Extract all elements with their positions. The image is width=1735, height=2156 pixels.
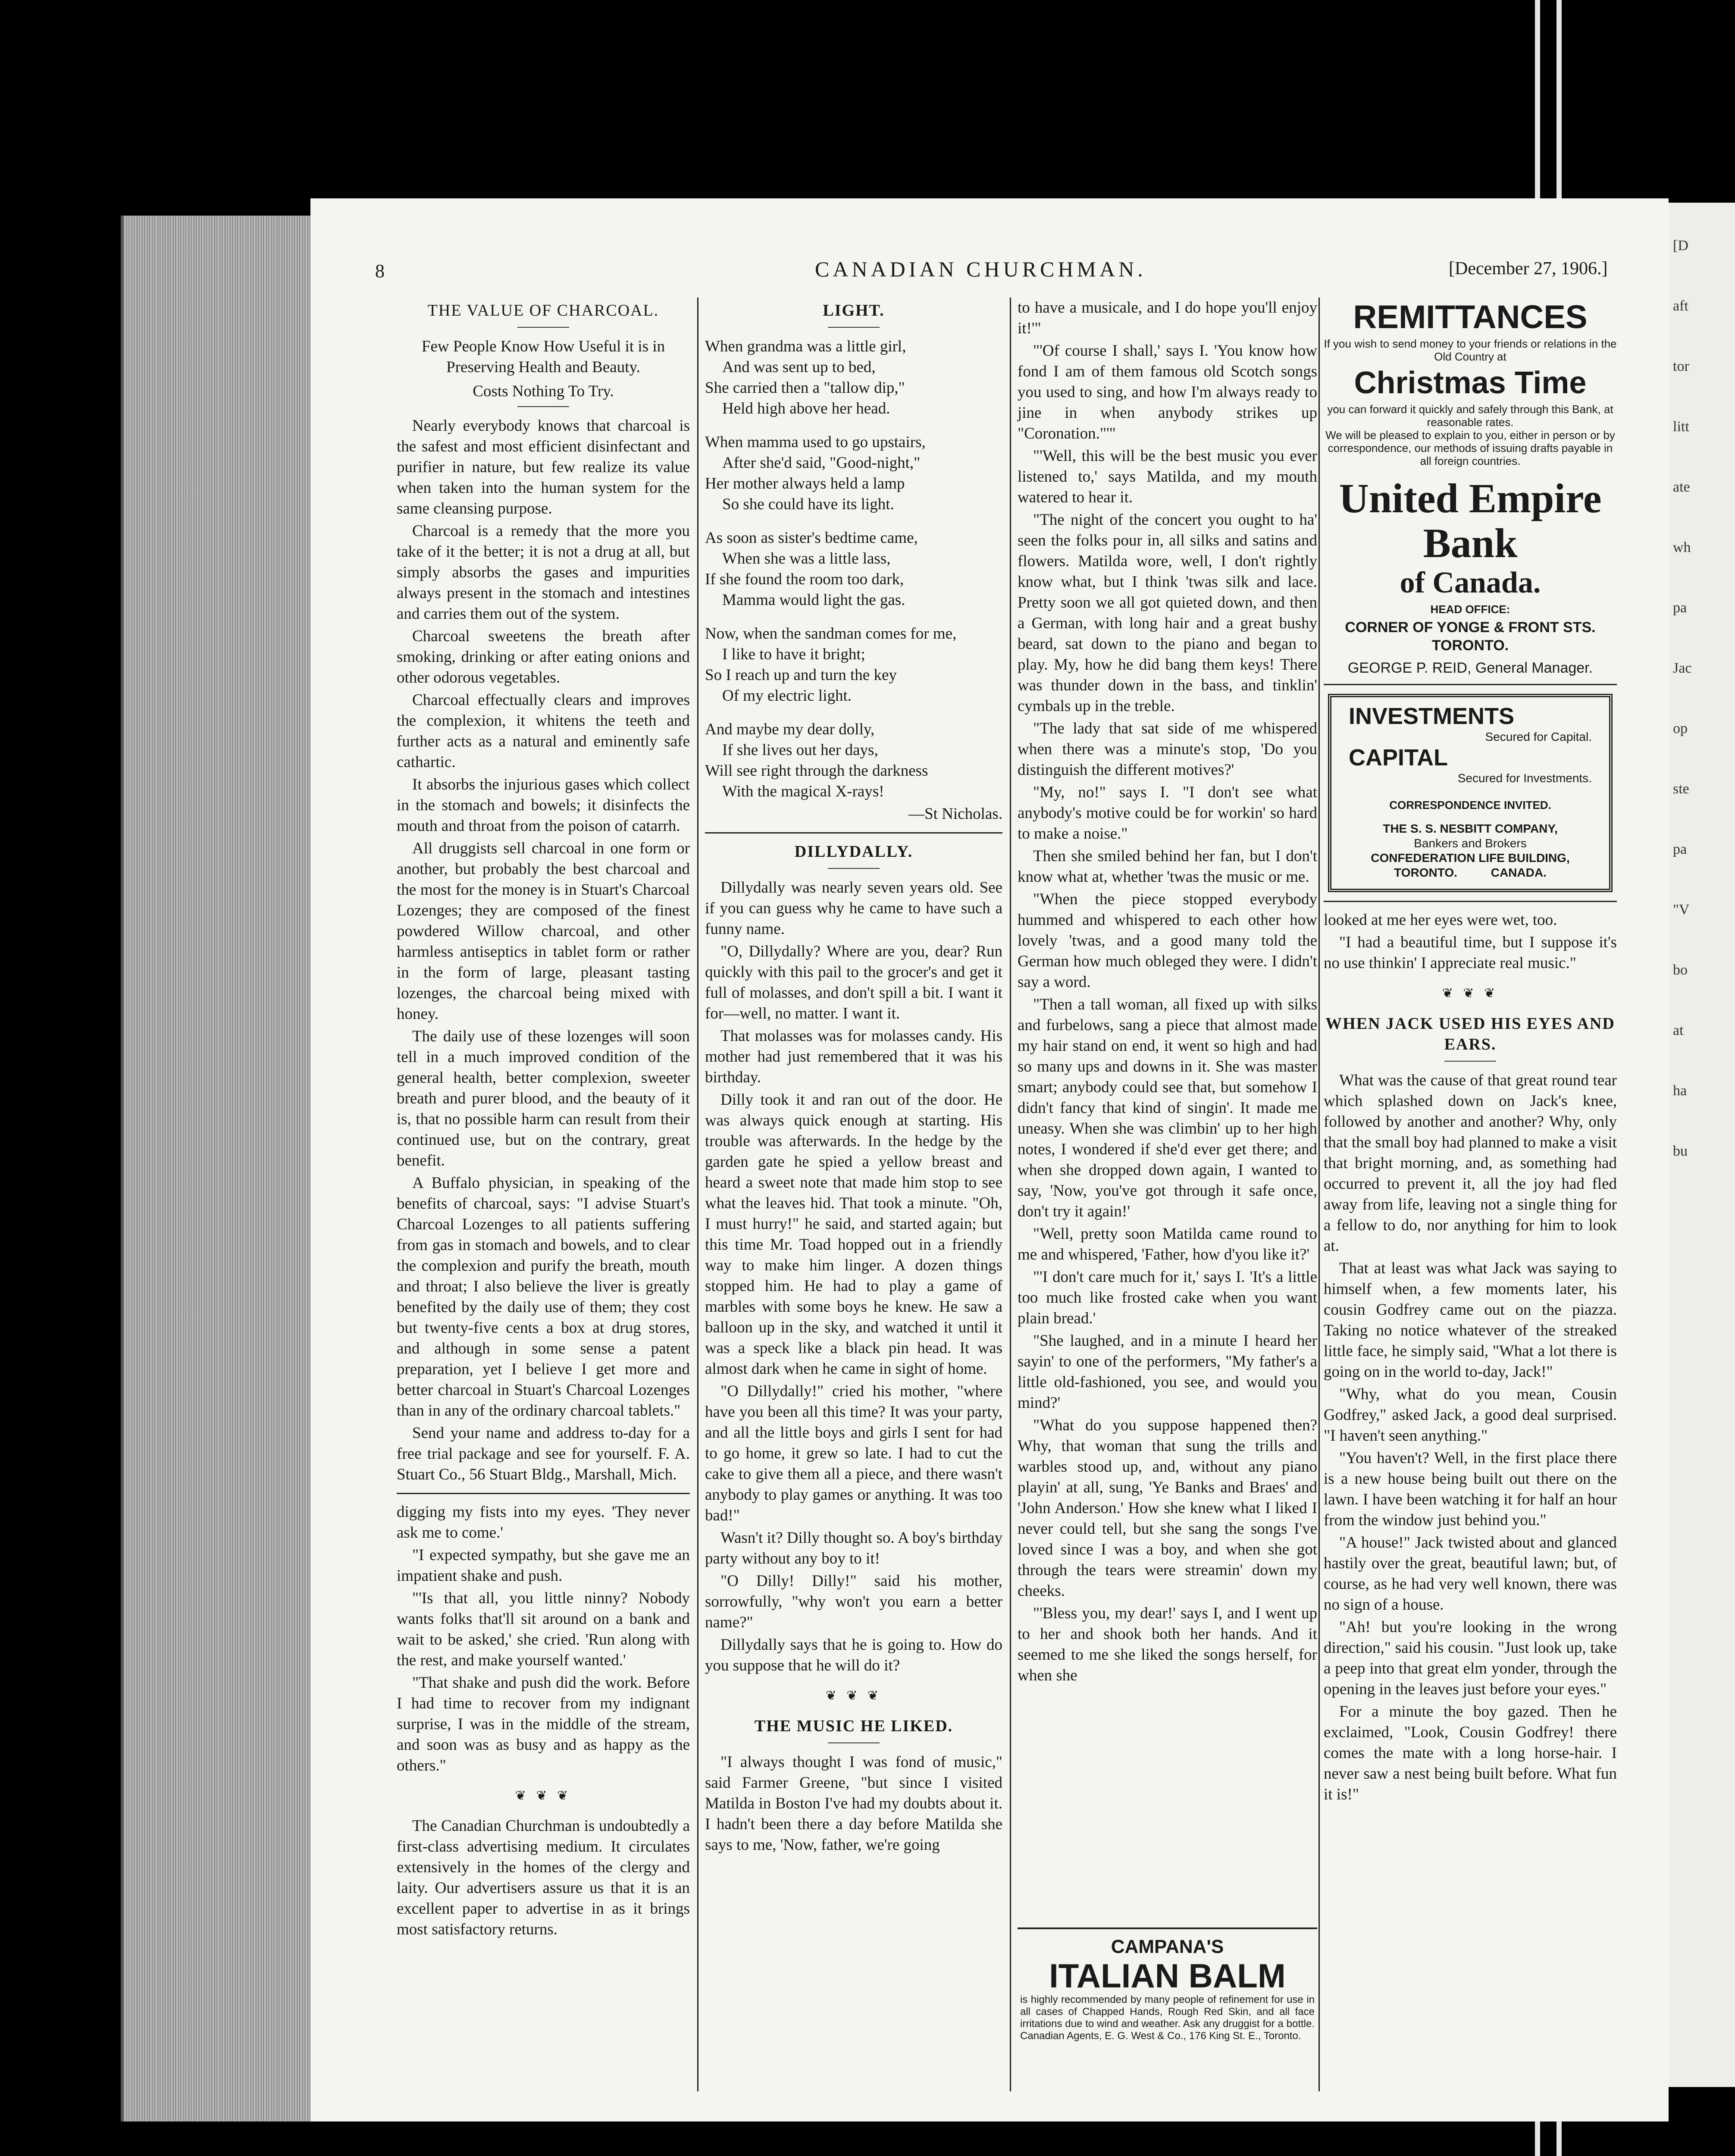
paragraph: What was the cause of that great round tear which splashed down on Jack's knee, followed by another and another? Why, only that the small boy had planned to make a visit that bright morning, and, as something had occurred to prevent it, all the joy had fled away from life, leaving not a single thing for a fellow to do, nor anything for him to look at. [1324,1072,1617,1255]
poem-line: Of my electric light. [722,687,852,705]
edge-fragment: wh [1673,539,1691,555]
poem-credit: —St Nicholas. [908,805,1002,823]
poem-line: When she was a little lass, [722,550,891,567]
paragraph: Dillydally says that he is going to. How do you suppose that he will do it? [705,1636,1002,1674]
column-rule [1318,298,1320,2091]
ad-text: Secured for Investments. [1457,771,1592,785]
paragraph: The daily use of these lozenges will soon tell in a much improved condition of the general health, better complexion, sweeter breath and purer blood, and the beauty of it is, that no possible harm can result from their continued use, but on the contrary, great benefit. [397,1028,690,1169]
united-empire-bank-ad [1324,298,1617,685]
paragraph: "What do you suppose happened then? Why, that woman that sung the trills and warbles stood up, and, without any piano playin' at all, sung, 'Ye Banks and Braes' and 'John Anderson.' How she knew what I liked I never could tell, but she sang the songs I've loved since I was a boy, and when she got through the tears were streamin' down my cheeks. [1018,1416,1317,1600]
ad-brand: CAMPANA'S [1111,1936,1224,1957]
story-title: THE MUSIC HE LIKED. [754,1717,953,1735]
poem [705,336,1002,824]
edge-fragment: at [1673,1022,1684,1038]
article-tagline: Costs Nothing To Try. [473,382,614,400]
edge-fragment: litt [1673,419,1689,435]
ad-text: you can forward it quickly and safely through this Bank, at reasonable rates. [1327,403,1613,429]
stanza [705,336,1002,419]
stanza [705,624,1002,706]
paragraph: "O, Dillydally? Where are you, dear? Run quickly with this pail to the grocer's and get it full of molasses, and don't spill a bit. I want it for—well, no matter. I want it. [705,943,1002,1022]
story-title: WHEN JACK USED HIS EYES AND EARS. [1325,1015,1615,1053]
paragraph: That molasses was for molasses candy. His mother had just remembered that it was his birthday. [705,1027,1002,1086]
divider [1324,901,1617,902]
paragraph: Send your name and address to-day for a free trial package and see for yourself. F. A. Stuart Co., 56 Stuart Bldg., Marshall, Mich. [397,1424,690,1483]
paragraph: Charcoal effectually clears and improves the complexion, it whitens the teeth and further acts as a natural and eminently safe cathartic. [397,691,690,771]
poem-line: And was sent up to bed, [722,358,876,376]
article-title: THE VALUE OF CHARCOAL. [427,301,659,320]
divider [705,832,1002,834]
divider [517,327,569,328]
ad-text: CONFEDERATION LIFE BUILDING, [1371,851,1570,865]
ad-address: CORNER OF YONGE & FRONT STS. TORONTO. [1345,619,1596,654]
paragraph: looked at me her eyes were wet, too. [1324,911,1557,929]
ad-manager: GEORGE P. REID, General Manager. [1347,660,1593,676]
edge-fragment: ha [1673,1083,1687,1099]
ad-text: Secured for Capital. [1485,730,1592,743]
paragraph: Charcoal is a remedy that the more you take of it the better; it is not a drug at all, but simply absorbs the gases and impurities always present in the stomach and intestines and carries them out of the system. [397,522,690,623]
issue-date: [December 27, 1906.] [1449,259,1608,279]
newspaper-page [310,198,1669,2122]
paragraph: "'Is that all, you little ninny? Nobody wants folks that'll sit around on a bank and wait to be asked,' she cried. 'Run along with the rest, and make yourself wanted.' [397,1589,690,1669]
poem-line: As soon as sister's bedtime came, [705,529,918,547]
ad-text: CORRESPONDENCE INVITED. [1389,799,1551,812]
ad-text: Bankers and Brokers [1414,837,1527,850]
paragraph: "O Dillydally!" cried his mother, "where have you been all this time? It was your party, and all the little boys and girls I sent for had to go home, it grew so late. I had to cut the cake to give them all a piece, and there wasn't anybody to play games or anything. It was too bad!" [705,1382,1002,1524]
column-4 [1324,298,1617,1807]
book-binding [121,216,313,2122]
paragraph: All druggists sell charcoal in one form or another, but probably the best charcoal and the most for the money is in Stuart's Charcoal Lozenges; they are composed of the finest powdered Willow charcoal, and other harmless antiseptics in tablet form or rather in the form of large, pleasant tasting lozenges, the charcoal being mixed with honey. [397,840,690,1023]
column-rule [697,298,698,2091]
ad-text: HEAD OFFICE: [1430,603,1510,616]
poem-line: And maybe my dear dolly, [705,721,875,738]
bank-name: of Canada. [1400,566,1541,599]
divider [397,1493,690,1494]
stanza [705,528,1002,611]
paragraph: "'Bless you, my dear!' says I, and I went up to her and shook both her hands. And it seemed to me she liked the songs herself, for when she [1018,1604,1317,1684]
paragraph: to have a musicale, and I do hope you'll enjoy it!'" [1018,299,1317,337]
paragraph: "I always thought I was fond of music," said Farmer Greene, "but since I visited Matilda in Boston I've had my doubts about it. I hadn't been there a day before Matilda she says to me, 'Now, father, we're going [705,1753,1002,1854]
ad-body: is highly recommended by many people of refinement for use in all cases of Chapped Hands, Rough Red Skin, and all face irritations due to wind and weather. Ask any druggist for a bottle. Canadian Agents, E. G. West & Co., 176 King St. E., Toronto. [1020,1994,1315,2042]
paragraph: "You haven't? Well, in the first place there is a new house being built out there on the lawn. I have been watching it for half an hour from the window just behind you." [1324,1449,1617,1529]
paragraph: "Why, what do you mean, Cousin Godfrey," asked Jack, a good deal surprised. "I haven't seen anything." [1324,1385,1617,1445]
paragraph: "Then a tall woman, all fixed up with silks and furbelows, sang a piece that almost made my hair stand on end, it went so high and had so many ups and downs in it. She was master smart; anybody could see that, but somehow I didn't fancy that kind of singin'. It made me uneasy. When she was climbin' up to her high notes, I wondered if she'd ever get there; and when she dropped down again, I wanted to say, 'Now, you've got through it safe once, don't try it again!' [1018,996,1317,1220]
column-2 [705,298,1002,1857]
divider [828,327,880,328]
poem-line: I like to have it bright; [722,646,865,663]
edge-fragment: pa [1673,841,1687,857]
facing-page-edge [1664,203,1735,2087]
poem-line: When grandma was a little girl, [705,338,906,355]
edge-fragment: tor [1673,358,1689,374]
bank-name: United Empire [1339,475,1602,521]
ad-product: ITALIAN BALM [1049,1957,1286,1995]
ad-text: If you wish to send money to your friends or relations in the Old Country at [1324,337,1617,363]
divider [828,868,880,869]
poem-line: So she could have its light. [722,495,894,513]
campana-balm-ad [1018,1927,1317,2042]
edge-fragment: op [1673,721,1688,736]
ad-headline: REMITTANCES [1353,299,1588,335]
edge-fragment: [D [1673,238,1688,254]
paragraph: "She laughed, and in a minute I heard her sayin' to one of the performers, "My father's a little old-fashioned, you see, and would you mind?' [1018,1332,1317,1412]
page-number: 8 [375,260,385,282]
paragraph: "'Of course I shall,' says I. 'You know how fond I am of them famous old Scotch songs you used to sing, and how I'm always ready to jine in when anybody strikes up "Coronation."'" [1018,342,1317,442]
page-header [310,257,1669,291]
poem-line: Mamma would light the gas. [722,591,905,609]
divider [1444,1061,1496,1062]
edge-fragment: ate [1673,479,1690,495]
ornament: ❦ ❦ ❦ [825,1689,882,1703]
poem-line: So I reach up and turn the key [705,666,897,684]
story-title: DILLYDALLY. [794,843,913,861]
ad-company: THE S. S. NESBITT COMPANY, [1383,822,1558,835]
column-3 [1018,298,1317,1688]
poem-line: When mamma used to go upstairs, [705,433,926,451]
poem-line: If she found the room too dark, [705,570,904,588]
poem-line: With the magical X-rays! [722,783,884,800]
paragraph: "The night of the concert you ought to ha' seen the folks pour in, all silks and satins and flowers. Matilda wore, well, I don't rightly know what, but I think 'twas silk and lace. Pretty soon we all got quieted down, and then a German, with long hair and a great bushy beard, sat down to the piano and began to play. My, how he did bang them keys! There was thunder down in the bass, and tinklin' cymbals up in the treble. [1018,511,1317,715]
paragraph: "A house!" Jack twisted about and glanced hastily over the great, beautiful lawn; but, of course, as he had very well known, there was no sign of a house. [1324,1534,1617,1614]
poem-title: LIGHT. [823,301,885,320]
stanza [705,719,1002,802]
stanza [705,432,1002,515]
divider [517,406,569,407]
paragraph: Nearly everybody knows that charcoal is the safest and most efficient disinfectant and purifier in nature, but few realize its value when taken into the human system for the same cleansing purpose. [397,417,690,517]
ad-text: We will be pleased to explain to you, either in person or by correspondence, our methods of issuing drafts payable in all foreign countries. [1325,429,1615,467]
article-subtitle: Few People Know How Useful it is in Preserving Health and Beauty. [421,338,665,376]
paragraph: A Buffalo physician, in speaking of the benefits of charcoal, says: "I advise Stuart's Charcoal Lozenges to all patients suffering from gas in stomach and bowels, and to clear the complexion and purify the breath, mouth and throat; I also believe the liver is greatly benefited by the daily use of them; they cost but twenty-five cents a box at drug stores, and although in some sense a patent preparation, yet I believe I get more and better charcoal in Stuart's Charcoal Lozenges than in any of the ordinary charcoal tablets." [397,1174,690,1420]
poem-line: If she lives out her days, [722,741,878,759]
poem-line: Her mother always held a lamp [705,475,905,492]
paragraph: "'Well, this will be the best music you ever listened to,' says Matilda, and my mouth watered to hear it. [1018,447,1317,506]
ad-headline: Christmas Time [1354,366,1587,400]
paragraph: "I expected sympathy, but she gave me an impatient shake and push. [397,1546,690,1585]
paragraph: For a minute the boy gazed. Then he exclaimed, "Look, Cousin Godfrey! there comes the mate with a long horse-hair. I never saw a nest being built before. What fun it is!" [1324,1703,1617,1803]
edge-fragment: bo [1673,962,1688,978]
edge-fragment: "V [1673,902,1690,918]
paragraph: "Ah! but you're looking in the wrong direction," said his cousin. "Just look up, take a peep into that great elm yonder, through the opening in the leaves just before your eyes." [1324,1618,1617,1698]
paragraph: "I had a beautiful time, but I suppose it's no use thinkin' I appreciate real music." [1324,934,1617,972]
edge-fragment: bu [1673,1143,1688,1159]
paragraph: "My, no!" says I. "I don't see what anybody's motive could be for workin' so hard to make a noise." [1018,783,1317,843]
paragraph: Then she smiled behind her fan, but I don't know what at, whether 'twas the music or me. [1018,847,1317,886]
paragraph: digging my fists into my eyes. 'They never ask me to come.' [397,1503,690,1542]
masthead: CANADIAN CHURCHMAN. [815,257,1146,281]
ad-headline: INVESTMENTS [1349,703,1515,729]
poem-line: Will see right through the darkness [705,762,928,780]
edge-fragment: ste [1673,781,1689,797]
paragraph: It absorbs the injurious gases which collect in the stomach and bowels; it disinfects the mouth and throat from the poison of catarrh. [397,776,690,835]
divider [828,1742,880,1743]
column-1 [397,298,690,1942]
paragraph: "That shake and push did the work. Before I had time to recover from my indignant surprise, I was in the middle of the stream, and soon was as busy and as happy as the others." [397,1674,690,1774]
ornament: ❦ ❦ ❦ [515,1789,572,1803]
paragraph: "When the piece stopped everybody hummed and whispered to each other how lovely 'twas, and a good many told the German how much obleged they were. I didn't say a word. [1018,890,1317,991]
edge-fragment: Jac [1673,660,1692,676]
edge-fragment: pa [1673,600,1687,616]
bank-name: Bank [1423,520,1518,566]
paragraph: That at least was what Jack was saying to himself when, a few moments later, his cousin Godfrey came out on the piazza. Taking no notice whatever of the streaked little face, he simply said, "What a lot there is going on in the world to-day, Jack!" [1324,1260,1617,1381]
paragraph: Wasn't it? Dilly thought so. A boy's birthday party without any boy to it! [705,1529,1002,1567]
paragraph: "Well, pretty soon Matilda came round to me and whispered, 'Father, how d'you like it?' [1018,1225,1317,1263]
edge-fragment: aft [1673,298,1688,314]
nesbitt-investments-ad [1328,694,1613,892]
paragraph: Dilly took it and ran out of the door. He was always quick enough at starting. His trouble was afterwards. In the hedge by the garden gate he spied a yellow breast and heard a sweet note that made him stop to see what the leaves hid. That took a minute. "Oh, I must hurry!" he said, and started again; but this time Mr. Toad hopped out in a friendly way to make him linger. A dozen things stopped him. He had to play a game of marbles with some boys he knew. He saw a balloon up in the sky, and watched it until it was a speck like a black pin head. It was almost dark when he came in sight of home. [705,1091,1002,1378]
column-rule [1010,298,1011,2091]
ad-headline: CAPITAL [1349,745,1448,771]
poem-line: She carried then a "tallow dip," [705,379,905,397]
paragraph: "The lady that sat side of me whispered when there was a minute's stop, 'Do you distinguish the different motives?' [1018,720,1317,779]
poem-line: Now, when the sandman comes for me, [705,625,957,642]
ad-text: TORONTO. CANADA. [1394,866,1547,879]
poem-line: Held high above her head. [722,400,890,417]
paragraph: Charcoal sweetens the breath after smoking, drinking or after eating onions and other odorous vegetables. [397,627,690,686]
paragraph: Dillydally was nearly seven years old. See if you can guess why he came to have such a funny name. [705,879,1002,938]
poem-line: After she'd said, "Good-night," [722,454,921,472]
paragraph: "O Dilly! Dilly!" said his mother, sorrowfully, "why won't you earn a better name?" [705,1572,1002,1631]
paragraph: "'I don't care much for it,' says I. 'It's a little too much like frosted cake when you want plain bread.' [1018,1268,1317,1327]
ornament: ❦ ❦ ❦ [1442,986,1499,1000]
advertising-note: The Canadian Churchman is undoubtedly a first-class advertising medium. It circulates extensively in the homes of the clergy and laity. Our advertisers assure us that it is an excellent paper to advertise in as it brings most satisfactory returns. [397,1817,690,1938]
